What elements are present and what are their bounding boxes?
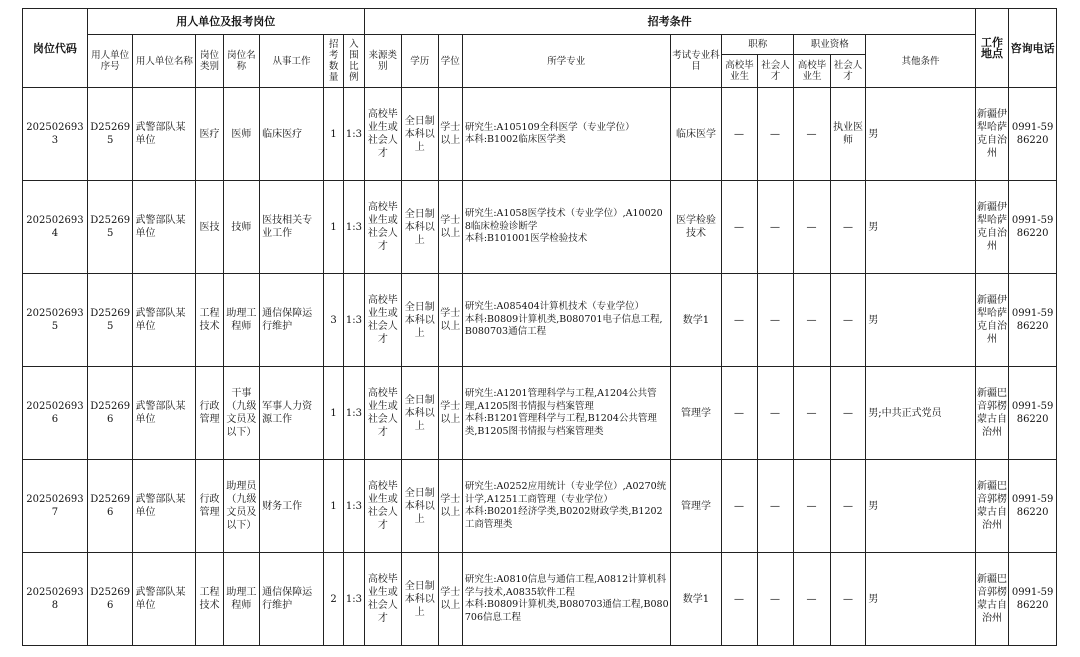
major-line: 本科:B1201管理科学与工程,B1204公共管理类,B1205图书情报与档案管理类 (464, 413, 657, 437)
title-grad-cell: — (722, 553, 757, 646)
qual-social-cell: — (830, 553, 865, 646)
major-line: 本科:B0809计算机类,B080701电子信息工程,B080703通信工程 (464, 313, 663, 338)
ratio-cell: 1:3 (344, 181, 364, 274)
major-line: 本科:B0809计算机类,B080703通信工程,B080706信息工程 (464, 599, 669, 623)
count-cell: 1 (323, 181, 343, 274)
table-row (23, 181, 1057, 274)
count-cell: 1 (323, 460, 343, 553)
qual-grad-cell: — (794, 460, 830, 553)
major-cell (462, 181, 670, 274)
exam-subject-cell: 数学1 (670, 553, 722, 646)
education-cell: 全日制本科以上 (402, 367, 438, 460)
exam-subject-cell: 管理学 (670, 367, 722, 460)
count-cell: 1 (323, 88, 343, 181)
post-name-cell: 助理工程师 (223, 553, 259, 646)
unit-name-cell: 武警部队某单位 (133, 274, 196, 367)
title-social-cell: — (757, 274, 793, 367)
header-title-social: 社会人才 (757, 55, 793, 88)
phone-cell: 0991-5986220 (1009, 367, 1057, 460)
phone-cell: 0991-5986220 (1009, 181, 1057, 274)
qual-social-cell: 执业医师 (830, 88, 865, 181)
post-type-cell: 工程技术 (196, 274, 223, 367)
qual-social-cell: — (830, 367, 865, 460)
post-name-cell: 助理工程师 (223, 274, 259, 367)
title-grad-cell: — (722, 274, 757, 367)
table-row (23, 460, 1057, 553)
major-cell (462, 274, 670, 367)
unit-name-cell: 武警部队某单位 (133, 460, 196, 553)
source-cell: 高校毕业生或社会人才 (364, 367, 402, 460)
location-cell: 新疆巴音郭楞蒙古自治州 (975, 460, 1008, 553)
education-cell: 全日制本科以上 (402, 181, 438, 274)
ratio-cell: 1:3 (344, 367, 364, 460)
source-cell: 高校毕业生或社会人才 (364, 181, 402, 274)
title-social-cell: — (757, 367, 793, 460)
header-ratio: 入围比例 (344, 35, 364, 88)
major-cell (462, 88, 670, 181)
count-cell: 1 (323, 367, 343, 460)
ratio-cell: 1:3 (344, 274, 364, 367)
post-code-cell: 2025026934 (23, 181, 88, 274)
qual-grad-cell: — (794, 553, 830, 646)
ratio-cell: 1:3 (344, 88, 364, 181)
other-cell: 男 (866, 460, 976, 553)
header-exam-subject: 考试专业科目 (670, 35, 722, 88)
other-cell: 男;中共正式党员 (866, 367, 976, 460)
major-line: 研究生:A105109全科医学（专业学位） (464, 121, 635, 133)
education-cell: 全日制本科以上 (402, 460, 438, 553)
count-cell: 3 (323, 274, 343, 367)
degree-cell: 学士以上 (438, 88, 462, 181)
location-cell: 新疆伊犁哈萨克自治州 (975, 274, 1008, 367)
recruitment-table (22, 8, 1057, 646)
title-social-cell: — (757, 88, 793, 181)
qual-grad-cell: — (794, 181, 830, 274)
header-conditions: 招考条件 (364, 9, 975, 35)
header-other: 其他条件 (866, 35, 976, 88)
major-line: 本科:B101001医学检验技术 (464, 233, 588, 245)
phone-cell: 0991-5986220 (1009, 553, 1057, 646)
header-degree: 学位 (438, 35, 462, 88)
exam-subject-cell: 医学检验技术 (670, 181, 722, 274)
qual-grad-cell: — (794, 274, 830, 367)
qual-grad-cell: — (794, 88, 830, 181)
major-line: 本科:B0201经济学类,B0202财政学类,B1202工商管理类 (464, 506, 663, 530)
post-type-cell: 医技 (196, 181, 223, 274)
degree-cell: 学士以上 (438, 274, 462, 367)
unit-name-cell: 武警部队某单位 (133, 88, 196, 181)
header-qualification: 职业资格 (794, 35, 866, 55)
other-cell: 男 (866, 88, 976, 181)
ratio-cell: 1:3 (344, 553, 364, 646)
header-unit-name: 用人单位名称 (133, 35, 196, 88)
post-name-cell: 技师 (223, 181, 259, 274)
source-cell: 高校毕业生或社会人才 (364, 553, 402, 646)
post-code-cell: 2025026936 (23, 367, 88, 460)
post-code-cell: 2025026933 (23, 88, 88, 181)
major-line: 研究生:A085404计算机技术（专业学位） (464, 301, 645, 313)
header-education: 学历 (402, 35, 438, 88)
work-cell: 临床医疗 (260, 88, 324, 181)
post-name-cell: 干事（九级文员及以下） (223, 367, 259, 460)
location-cell: 新疆巴音郭楞蒙古自治州 (975, 553, 1008, 646)
title-grad-cell: — (722, 181, 757, 274)
header-post-code: 岗位代码 (23, 9, 88, 88)
header-unit-seq: 用人单位序号 (87, 35, 133, 88)
title-grad-cell: — (722, 460, 757, 553)
header-post-name: 岗位名称 (223, 35, 259, 88)
major-cell (462, 367, 670, 460)
major-line: 研究生:A0252应用统计（专业学位）,A0270统计学,A1251工商管理（专业学位） (464, 481, 667, 505)
phone-cell: 0991-5986220 (1009, 274, 1057, 367)
other-cell: 男 (866, 274, 976, 367)
qual-social-cell: — (830, 181, 865, 274)
location-cell: 新疆伊犁哈萨克自治州 (975, 88, 1008, 181)
post-code-cell: 2025026938 (23, 553, 88, 646)
header-unit-and-post: 用人单位及报考岗位 (87, 9, 364, 35)
other-cell: 男 (866, 181, 976, 274)
unit-seq-cell: D252696 (87, 460, 133, 553)
header-count: 招考数量 (323, 35, 343, 88)
major-cell (462, 460, 670, 553)
post-type-cell: 行政管理 (196, 367, 223, 460)
work-cell: 通信保障运行维护 (260, 274, 324, 367)
phone-cell: 0991-5986220 (1009, 460, 1057, 553)
header-post-type: 岗位类别 (196, 35, 223, 88)
work-cell: 军事人力资源工作 (260, 367, 324, 460)
other-cell: 男 (866, 553, 976, 646)
header-title: 职称 (722, 35, 794, 55)
unit-seq-cell: D252695 (87, 181, 133, 274)
degree-cell: 学士以上 (438, 460, 462, 553)
unit-seq-cell: D252696 (87, 367, 133, 460)
source-cell: 高校毕业生或社会人才 (364, 274, 402, 367)
ratio-cell: 1:3 (344, 460, 364, 553)
education-cell: 全日制本科以上 (402, 274, 438, 367)
table-row (23, 274, 1057, 367)
title-social-cell: — (757, 460, 793, 553)
header-qual-grad: 高校毕业生 (794, 55, 830, 88)
header-location: 工作地点 (975, 9, 1008, 88)
header-major: 所学专业 (462, 35, 670, 88)
work-cell: 通信保障运行维护 (260, 553, 324, 646)
post-type-cell: 行政管理 (196, 460, 223, 553)
exam-subject-cell: 数学1 (670, 274, 722, 367)
title-grad-cell: — (722, 88, 757, 181)
unit-name-cell: 武警部队某单位 (133, 553, 196, 646)
major-line: 研究生:A1201管理科学与工程,A1204公共管理,A1205图书情报与档案管理 (464, 388, 657, 412)
unit-seq-cell: D252695 (87, 274, 133, 367)
major-line: 研究生:A1058医学技术（专业学位）,A100208临床检验诊断学 (464, 208, 663, 232)
post-name-cell: 医师 (223, 88, 259, 181)
qual-social-cell: — (830, 460, 865, 553)
exam-subject-cell: 管理学 (670, 460, 722, 553)
unit-name-cell: 武警部队某单位 (133, 367, 196, 460)
unit-name-cell: 武警部队某单位 (133, 181, 196, 274)
table-row (23, 367, 1057, 460)
source-cell: 高校毕业生或社会人才 (364, 88, 402, 181)
location-cell: 新疆伊犁哈萨克自治州 (975, 181, 1008, 274)
header-qual-social: 社会人才 (830, 55, 865, 88)
degree-cell: 学士以上 (438, 553, 462, 646)
table-row (23, 88, 1057, 181)
post-code-cell: 2025026937 (23, 460, 88, 553)
major-line: 本科:B1002临床医学类 (464, 134, 566, 145)
unit-seq-cell: D252696 (87, 553, 133, 646)
post-name-cell: 助理员（九级文员及以下） (223, 460, 259, 553)
title-grad-cell: — (722, 367, 757, 460)
work-cell: 财务工作 (260, 460, 324, 553)
unit-seq-cell: D252695 (87, 88, 133, 181)
header-work: 从事工作 (260, 35, 324, 88)
table-row (23, 553, 1057, 646)
post-type-cell: 医疗 (196, 88, 223, 181)
title-social-cell: — (757, 181, 793, 274)
header-phone: 咨询电话 (1009, 9, 1057, 88)
title-social-cell: — (757, 553, 793, 646)
header-source: 来源类别 (364, 35, 402, 88)
qual-grad-cell: — (794, 367, 830, 460)
header-title-grad: 高校毕业生 (722, 55, 757, 88)
degree-cell: 学士以上 (438, 181, 462, 274)
table-body (23, 88, 1057, 646)
post-type-cell: 工程技术 (196, 553, 223, 646)
post-code-cell: 2025026935 (23, 274, 88, 367)
count-cell: 2 (323, 553, 343, 646)
source-cell: 高校毕业生或社会人才 (364, 460, 402, 553)
degree-cell: 学士以上 (438, 367, 462, 460)
education-cell: 全日制本科以上 (402, 553, 438, 646)
major-line: 研究生:A0810信息与通信工程,A0812计算机科学与技术,A0835软件工程 (464, 574, 667, 598)
exam-subject-cell: 临床医学 (670, 88, 722, 181)
work-cell: 医技相关专业工作 (260, 181, 324, 274)
location-cell: 新疆巴音郭楞蒙古自治州 (975, 367, 1008, 460)
phone-cell: 0991-5986220 (1009, 88, 1057, 181)
education-cell: 全日制本科以上 (402, 88, 438, 181)
major-cell (462, 553, 670, 646)
qual-social-cell: — (830, 274, 865, 367)
